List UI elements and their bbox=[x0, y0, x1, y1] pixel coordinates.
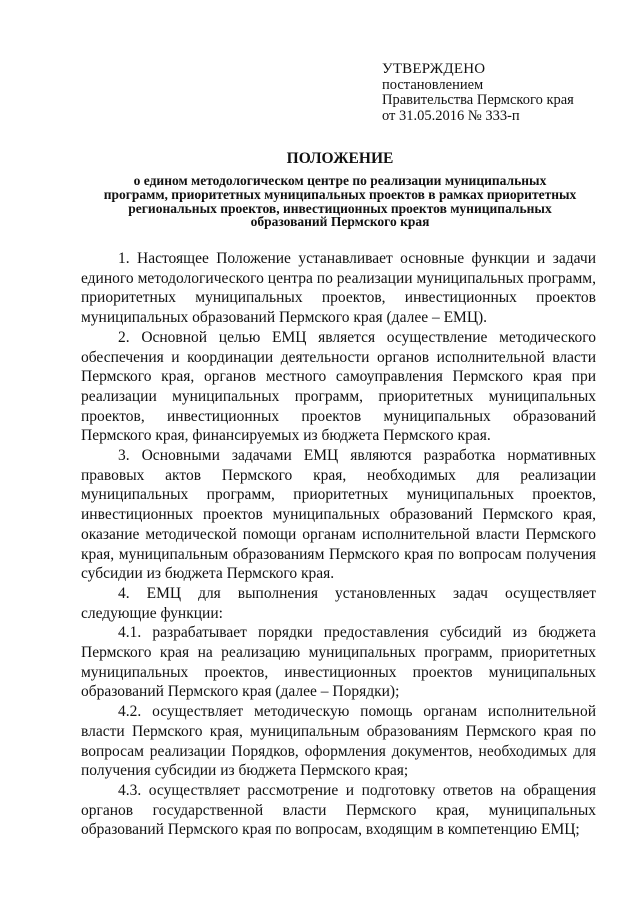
document-subtitle: о едином методологическом центре по реализации муниципальных программ, приоритетных муниципальных проектов в рамках приоритетных региональных проектов, инвестиционных проектов муниципальных образований Пермского края bbox=[103, 173, 577, 230]
document-body bbox=[81, 249, 596, 840]
approval-line-resolution: постановлением bbox=[382, 76, 484, 93]
paragraph-1: 1. Настоящее Положение устанавливает основные функции и задачи единого методологического центра по реализации муниципальных программ, приоритетных муниципальных проектов, инвестиционных проектов муниципальных образований Пермского края (далее – ЕМЦ). bbox=[81, 250, 596, 327]
approval-line-government: Правительства Пермского края bbox=[382, 92, 574, 108]
paragraph-4-3: 4.3. осуществляет рассмотрение и подготовку ответов на обращения органов государственной власти Пермского края, муниципальных образований Пермского края по вопросам, входящим в компетенцию ЕМЦ; bbox=[81, 781, 596, 839]
paragraph-4-2: 4.2. осуществляет методическую помощь органам исполнительной власти Пермского края, муниципальным образованиям Пермского края по вопросам реализации Порядков, оформления документов, необходимых для получения субсидии из бюджета Пермского края; bbox=[81, 703, 596, 780]
paragraph-4: 4. ЕМЦ для выполнения установленных задач осуществляет следующие функции: bbox=[81, 584, 596, 622]
paragraph-2: 2. Основной целью ЕМЦ является осуществление методического обеспечения и координации деятельности органов исполнительной власти Пермского края, органов местного самоуправления Пермского края при реализации муниципальных программ, приоритетных муниципальных проектов, инвестиционных проектов муниципальных образований Пермского края, финансируемых из бюджета Пермского края. bbox=[81, 328, 596, 445]
paragraph-4-1: 4.1. разрабатывает порядки предоставления субсидий из бюджета Пермского края на реализацию муниципальных программ, приоритетных муниципальных проектов, инвестиционных проектов муниципальных образований Пермского края (далее – Порядки); bbox=[81, 624, 596, 701]
approval-title: УТВЕРЖДЕНО bbox=[382, 61, 486, 77]
document-heading bbox=[100, 150, 580, 229]
approval-stamp bbox=[382, 62, 622, 124]
document-title: ПОЛОЖЕНИЕ bbox=[286, 150, 394, 167]
paragraph-3: 3. Основными задачами ЕМЦ являются разработка нормативных правовых актов Пермского края, необходимых для реализации муниципальных программ, приоритетных муниципальных проектов, инвестиционных проектов муниципальных образований Пермского края, оказание методической помощи органам исполнительной власти Пермского края, муниципальным образованиям Пермского края по вопросам получения субсидии из бюджета Пермского края. bbox=[81, 447, 596, 583]
approval-line-date-number: от 31.05.2016 № 333-п bbox=[382, 107, 520, 124]
